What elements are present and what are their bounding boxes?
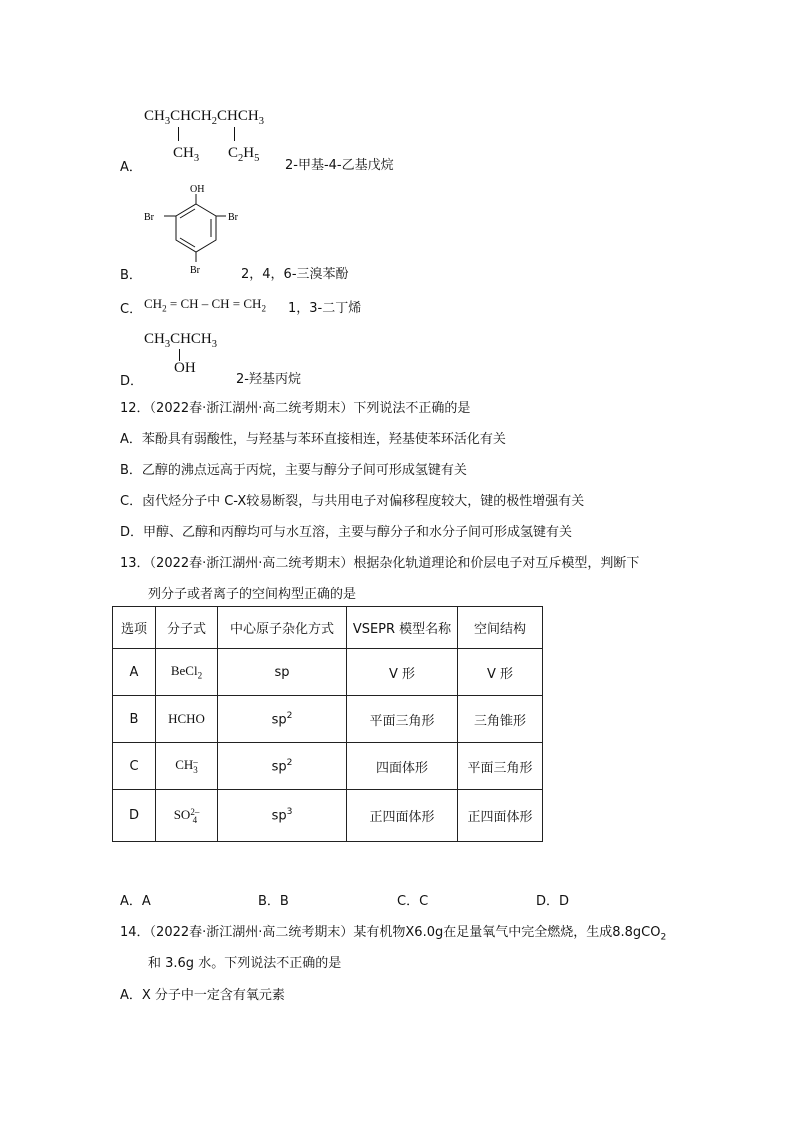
opt-b-label: B． xyxy=(120,268,142,283)
opt-a-formula-main: $CH_3CHCH_2CHCH_3$ xyxy=(144,108,264,127)
shape-cell: 三角锥形 xyxy=(458,696,543,743)
table-header-row xyxy=(113,607,543,649)
header-cell: 空间结构 xyxy=(458,607,543,649)
header-cell: 选项 xyxy=(113,607,156,649)
table-row xyxy=(113,743,543,790)
shape-cell: 平面三角形 xyxy=(458,743,543,790)
vsepr-cell: 四面体形 xyxy=(347,743,458,790)
header-cell: 中心原子杂化方式 xyxy=(218,607,347,649)
formula-cell: HCHO xyxy=(156,696,218,743)
opt-a-sub-methyl: $CH_3$ xyxy=(173,145,200,164)
q12-option-a: A．苯酚具有弱酸性，与羟基与苯环直接相连，羟基使苯环活化有关 xyxy=(120,432,506,447)
header-cell: 分子式 xyxy=(156,607,218,649)
q13-answer-b: B．B xyxy=(258,894,289,909)
opt-a-bond-2 xyxy=(234,127,235,141)
q12-option-c: C．卤代烃分子中 C-X较易断裂，与共用电子对偏移程度较大，键的极性增强有关 xyxy=(120,494,585,509)
tribromophenol-structure xyxy=(138,180,248,280)
opt-d-label: D． xyxy=(120,374,144,389)
option-cell: C xyxy=(113,743,156,790)
opt-a-label: A． xyxy=(120,160,142,175)
option-cell: A xyxy=(113,649,156,696)
vsepr-cell: V 形 xyxy=(347,649,458,696)
q13-table xyxy=(112,606,543,842)
hybridization-cell: $sp^2$ xyxy=(218,743,347,790)
opt-d-name: 2-羟基丙烷 xyxy=(236,372,301,387)
opt-d-sub: OH xyxy=(174,360,196,376)
formula-cell: SO 2– 4 xyxy=(156,790,218,842)
table-row xyxy=(113,790,543,842)
opt-c-label: C． xyxy=(120,302,143,317)
opt-c-formula: $CH_2$ = CH – CH = $CH_2$ xyxy=(144,296,266,314)
opt-a-sub-ethyl: $C_2H_5$ xyxy=(228,145,260,164)
q12-option-b: B．乙醇的沸点远高于丙烷，主要与醇分子间可形成氢键有关 xyxy=(120,463,467,478)
option-cell: B xyxy=(113,696,156,743)
option-cell: D xyxy=(113,790,156,842)
vsepr-cell: 正四面体形 xyxy=(347,790,458,842)
q12-stem: 12．（2022春·浙江湖州·高二统考期末）下列说法不正确的是 xyxy=(120,401,471,416)
hybridization-cell: $sp^3$ xyxy=(218,790,347,842)
q12-option-d: D．甲醇、乙醇和丙醇均可与水互溶，主要与醇分子和水分子间可形成氢键有关 xyxy=(120,525,573,540)
oh-label: OH xyxy=(190,184,205,195)
q13-answer-d: D．D xyxy=(536,894,570,909)
opt-b-name: 2，4，6-三溴苯酚 xyxy=(241,267,349,282)
opt-d-formula-main: $CH_3CHCH_3$ xyxy=(144,331,218,350)
header-cell: VSEPR 模型名称 xyxy=(347,607,458,649)
q13-answer-a: A．A xyxy=(120,894,151,909)
shape-cell: 正四面体形 xyxy=(458,790,543,842)
q13-answer-c: C．C xyxy=(397,894,429,909)
q13-stem-line2: 列分子或者离子的空间构型正确的是 xyxy=(148,587,357,602)
q13-stem-line1: 13．（2022春·浙江湖州·高二统考期末）根据杂化轨道理论和价层电子对互斥模型，判断下 xyxy=(120,556,640,571)
opt-a-bond-1 xyxy=(178,127,179,141)
q14-option-a: A．X 分子中一定含有氧元素 xyxy=(120,988,285,1003)
formula-cell: BeCl$_2$ xyxy=(156,649,218,696)
opt-c-name: 1，3-二丁烯 xyxy=(288,301,362,316)
formula-cell: CH – 3 xyxy=(156,743,218,790)
q14-stem-line2: 和 3.6g 水。下列说法不正确的是 xyxy=(148,956,342,971)
br-right-label: Br xyxy=(228,212,238,223)
q14-stem-line1: 14．（2022春·浙江湖州·高二统考期末）某有机物X6.0g在足量氧气中完全燃烧，生成8.8gCO$_2$ xyxy=(120,925,667,943)
table-row xyxy=(113,649,543,696)
opt-a-name: 2-甲基-4-乙基戊烷 xyxy=(285,158,394,173)
hybridization-cell: sp xyxy=(218,649,347,696)
vsepr-cell: 平面三角形 xyxy=(347,696,458,743)
shape-cell: V 形 xyxy=(458,649,543,696)
table-row xyxy=(113,696,543,743)
hybridization-cell: $sp^2$ xyxy=(218,696,347,743)
br-bottom-label: Br xyxy=(190,265,200,276)
br-left-label: Br xyxy=(144,212,154,223)
